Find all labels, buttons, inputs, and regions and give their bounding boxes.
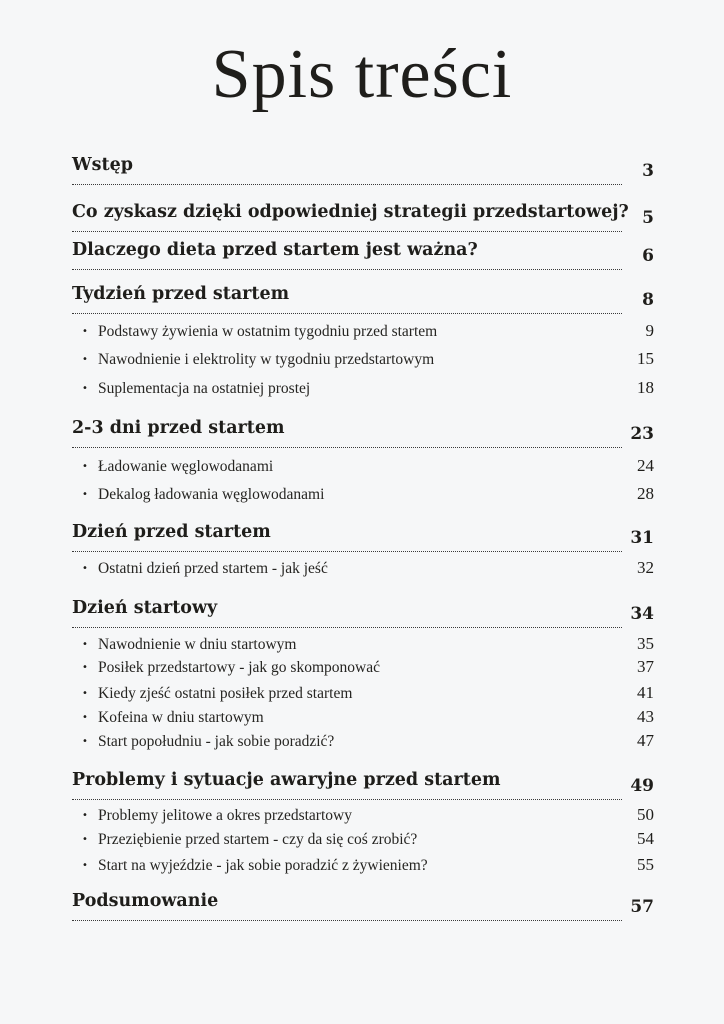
bullet-icon: • [82, 712, 88, 723]
page-number: 43 [637, 707, 654, 726]
chapter-title: Dlaczego dieta przed startem jest ważna? [72, 240, 478, 260]
page-number: 28 [637, 484, 654, 503]
page-number: 50 [637, 805, 654, 824]
bullet-icon: • [82, 810, 88, 821]
chapter-title: Dzień przed startem [72, 522, 271, 542]
page-number: 57 [630, 897, 654, 917]
dotted-divider [72, 269, 622, 270]
dotted-divider [72, 551, 622, 552]
page-number: 31 [630, 528, 654, 548]
bullet-icon: • [82, 736, 88, 747]
subsection-title: Przeziębienie przed startem - czy da się coś zrobić? [98, 831, 418, 848]
chapter-title: Dzień startowy [72, 598, 218, 618]
page-number: 5 [642, 208, 654, 228]
subsection-title: Dekalog ładowania węglowodanami [98, 486, 325, 503]
page-number: 47 [637, 731, 654, 750]
dotted-divider [72, 799, 622, 800]
page-number: 24 [637, 456, 654, 475]
bullet-icon: • [82, 461, 88, 472]
bullet-icon: • [82, 639, 88, 650]
dotted-divider [72, 231, 622, 232]
page-number: 6 [642, 246, 654, 266]
chapter-title: Co zyskasz dzięki odpowiedniej strategii przedstartowej? [72, 202, 629, 222]
bullet-icon: • [82, 383, 88, 394]
subsection-title: Nawodnienie i elektrolity w tygodniu przedstartowym [98, 351, 435, 368]
bullet-icon: • [82, 662, 88, 673]
bullet-icon: • [82, 860, 88, 871]
subsection-title: Problemy jelitowe a okres przedstartowy [98, 807, 352, 824]
bullet-icon: • [82, 489, 88, 500]
dotted-divider [72, 627, 622, 628]
page-title: Spis treści [211, 36, 513, 113]
subsection-title: Posiłek przedstartowy - jak go skomponować [98, 659, 380, 676]
subsection-title: Podstawy żywienia w ostatnim tygodniu przed startem [98, 323, 438, 340]
chapter-title: Wstęp [72, 155, 133, 175]
dotted-divider [72, 920, 622, 921]
page-number: 37 [637, 657, 654, 676]
dotted-divider [72, 313, 622, 314]
page-number: 15 [637, 349, 654, 368]
bullet-icon: • [82, 563, 88, 574]
dotted-divider [72, 447, 622, 448]
chapter-title: Podsumowanie [72, 891, 219, 911]
chapter-title: Tydzień przed startem [72, 284, 290, 304]
page-number: 34 [630, 604, 654, 624]
bullet-icon: • [82, 326, 88, 337]
page-number: 8 [642, 290, 654, 310]
chapter-title: Problemy i sytuacje awaryjne przed startem [72, 770, 501, 790]
subsection-title: Nawodnienie w dniu startowym [98, 636, 297, 653]
bullet-icon: • [82, 688, 88, 699]
subsection-title: Start popołudniu - jak sobie poradzić? [98, 733, 335, 750]
page-number: 32 [637, 558, 654, 577]
page-number: 41 [637, 683, 654, 702]
subsection-title: Start na wyjeździe - jak sobie poradzić z żywieniem? [98, 857, 428, 874]
subsection-title: Ostatni dzień przed startem - jak jeść [98, 560, 328, 577]
page-number: 54 [637, 829, 654, 848]
page-number: 35 [637, 634, 654, 653]
page-number: 55 [637, 855, 654, 874]
page-number: 18 [637, 378, 654, 397]
bullet-icon: • [82, 354, 88, 365]
subsection-title: Kofeina w dniu startowym [98, 709, 264, 726]
dotted-divider [72, 184, 622, 185]
page-number: 3 [642, 161, 654, 181]
subsection-title: Suplementacja na ostatniej prostej [98, 380, 311, 397]
page-number: 49 [630, 776, 654, 796]
subsection-title: Ładowanie węglowodanami [98, 458, 274, 475]
page-number: 9 [645, 321, 654, 340]
page-number: 23 [630, 424, 654, 444]
chapter-title: 2-3 dni przed startem [72, 418, 285, 438]
bullet-icon: • [82, 834, 88, 845]
subsection-title: Kiedy zjeść ostatni posiłek przed startem [98, 685, 353, 702]
